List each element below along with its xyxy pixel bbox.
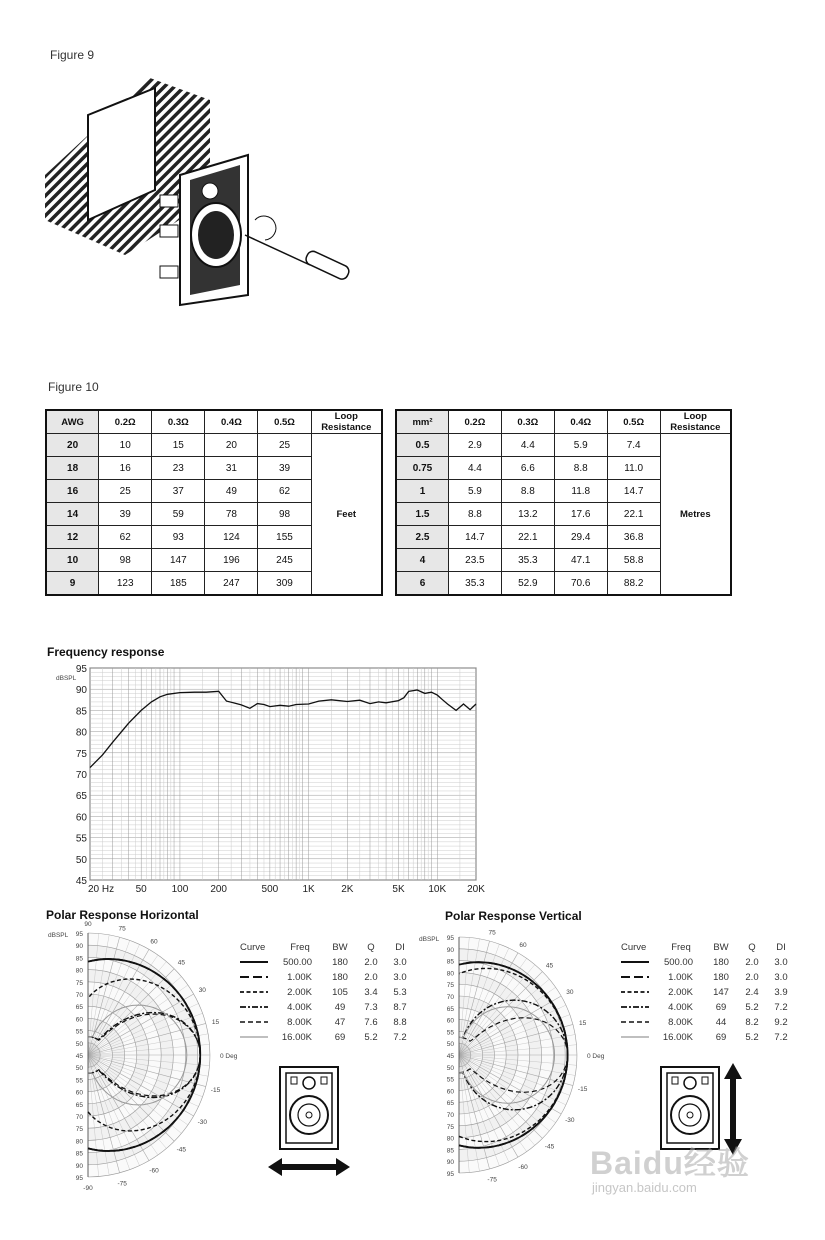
angle-label: -15 [210, 1087, 221, 1095]
awg-cell: 196 [205, 549, 258, 572]
angle-label: 90 [84, 921, 92, 928]
clamp-middle [160, 225, 178, 237]
radial-label: 90 [75, 943, 83, 951]
awg-cell: 18 [46, 457, 99, 480]
mm2-unit-cell: Metres [660, 434, 731, 596]
legend-value: 69 [715, 1032, 727, 1043]
legend-value: 7.6 [364, 1017, 378, 1028]
radial-label: 95 [75, 931, 83, 938]
radial-label: 70 [446, 1112, 454, 1119]
polar-unit-label: dBSPL [419, 936, 440, 943]
polar-unit-label: dBSPL [48, 932, 69, 939]
woofer-cap-icon [306, 1112, 312, 1118]
legend-value: 1.00K [287, 972, 312, 983]
legend-value: 9.2 [774, 1017, 788, 1028]
angle-label: 75 [118, 925, 126, 933]
awg-cell: 147 [152, 549, 205, 572]
radial-label: 95 [446, 1171, 454, 1178]
mm2-cell: 5.9 [554, 434, 607, 457]
radial-label: 50 [446, 1064, 454, 1072]
mm2-cell: 8.8 [501, 480, 554, 503]
angle-label: 30 [198, 987, 206, 994]
angle-label: -30 [197, 1119, 208, 1126]
awg-cell: 39 [99, 503, 152, 526]
angle-label: 60 [519, 942, 527, 950]
legend-value: 16.00K [662, 1032, 693, 1043]
angle-label: -90 [83, 1185, 93, 1192]
mm2-cell: 14.7 [607, 480, 660, 503]
mm2-header-03: 0.3Ω [501, 410, 554, 434]
angle-label: 75 [488, 929, 496, 937]
radial-label: 80 [75, 967, 83, 975]
legend-value: 7.2 [393, 1032, 407, 1043]
clamp-top [160, 195, 178, 207]
awg-cell: 16 [99, 457, 152, 480]
mm2-cell: 7.4 [607, 434, 660, 457]
mm2-cell: 52.9 [501, 572, 554, 596]
legend-header: BW [332, 942, 348, 953]
mm2-cell: 2.5 [396, 526, 448, 549]
legend-value: 8.8 [393, 1017, 407, 1028]
angle-label: 45 [545, 962, 554, 970]
awg-cell: 93 [152, 526, 205, 549]
legend-value: 5.2 [364, 1032, 378, 1043]
radial-label: 65 [75, 1004, 83, 1012]
mm2-cell: 11.8 [554, 480, 607, 503]
legend-header: Q [367, 942, 375, 953]
legend-value: 69 [334, 1032, 346, 1043]
radial-label: 55 [75, 1028, 83, 1036]
legend-value: 7.2 [774, 1032, 788, 1043]
radial-label: 75 [75, 979, 83, 987]
legend-value: 180 [713, 957, 729, 968]
awg-cell: 123 [99, 572, 152, 596]
awg-header-awg: AWG [46, 410, 99, 434]
y-tick-label: 75 [75, 748, 87, 760]
angle-label: -75 [117, 1180, 127, 1188]
angle-label: -75 [487, 1176, 497, 1184]
radial-label: 50 [75, 1065, 83, 1073]
radial-label: 85 [75, 1150, 83, 1158]
radial-label: 60 [446, 1088, 454, 1096]
legend-header: Freq [290, 942, 310, 953]
radial-label: 65 [446, 1100, 454, 1108]
legend-value: 69 [715, 1002, 727, 1013]
mm2-wire-table [395, 409, 732, 596]
angle-label: 30 [566, 989, 574, 996]
mm2-cell: 2.9 [448, 434, 501, 457]
radial-label: 90 [75, 1162, 83, 1170]
y-tick-label: 65 [75, 791, 87, 803]
awg-cell: 16 [46, 480, 99, 503]
awg-header-04: 0.4Ω [205, 410, 258, 434]
legend-value: 7.3 [364, 1002, 378, 1013]
radial-label: 85 [446, 958, 454, 966]
legend-value: 16.00K [281, 1032, 312, 1043]
awg-header-02: 0.2Ω [99, 410, 152, 434]
radial-label: 85 [75, 955, 83, 963]
awg-header-loop: Loop Resistance [311, 410, 382, 434]
awg-wire-table [45, 409, 383, 596]
awg-cell: 31 [205, 457, 258, 480]
radial-label: 80 [446, 970, 454, 978]
radial-label: 85 [446, 1147, 454, 1155]
mm2-cell: 70.6 [554, 572, 607, 596]
radial-label: 55 [446, 1076, 454, 1084]
angle-label: 0 Deg [220, 1053, 238, 1060]
awg-cell: 59 [152, 503, 205, 526]
mm2-cell: 58.8 [607, 549, 660, 572]
mm2-cell: 35.3 [501, 549, 554, 572]
legend-value: 5.3 [393, 987, 407, 998]
speaker-control-icon [702, 1077, 708, 1084]
mm2-cell: 8.8 [448, 503, 501, 526]
watermark-brand: Baidu经验 [590, 1145, 750, 1181]
mm2-cell: 6.6 [501, 457, 554, 480]
radial-label: 75 [75, 1126, 83, 1134]
legend-value: 2.4 [745, 987, 759, 998]
horizontal-arrow-icon [268, 1158, 350, 1176]
mm2-cell: 22.1 [501, 526, 554, 549]
x-tick-label: 100 [171, 884, 189, 895]
mm2-cell: 22.1 [607, 503, 660, 526]
mm2-header-05: 0.5Ω [607, 410, 660, 434]
speaker-control-icon [321, 1077, 327, 1084]
awg-cell: 12 [46, 526, 99, 549]
radial-label: 60 [75, 1089, 83, 1097]
figure-9-label: Figure 9 [50, 48, 95, 62]
mm2-cell: 8.8 [554, 457, 607, 480]
legend-value: 2.00K [668, 987, 693, 998]
mm2-header-04: 0.4Ω [554, 410, 607, 434]
legend-value: 500.00 [663, 957, 693, 968]
awg-cell: 49 [205, 480, 258, 503]
y-tick-label: 95 [75, 664, 87, 675]
radial-label: 90 [446, 1159, 454, 1167]
legend-value: 3.0 [393, 972, 407, 983]
tweeter-icon [684, 1077, 696, 1089]
legend-header: Curve [621, 942, 647, 953]
legend-value: 8.7 [393, 1002, 407, 1013]
x-tick-label: 20 Hz [88, 884, 115, 895]
radial-label: 75 [446, 1123, 454, 1131]
y-tick-label: 60 [75, 812, 87, 824]
legend-value: 5.2 [745, 1002, 759, 1013]
legend-header: Freq [671, 942, 691, 953]
legend-value: 3.0 [774, 972, 788, 983]
speaker-installation-illustration [40, 70, 360, 320]
awg-cell: 155 [258, 526, 311, 549]
radial-label: 95 [446, 935, 454, 942]
awg-cell: 25 [99, 480, 152, 503]
x-tick-label: 20K [467, 884, 485, 895]
legend-value: 2.00K [287, 987, 312, 998]
legend-value: 3.4 [364, 987, 378, 998]
x-tick-label: 50 [135, 884, 147, 895]
legend-value: 4.00K [668, 1002, 693, 1013]
legend-value: 2.0 [745, 972, 759, 983]
legend-value: 8.2 [745, 1017, 759, 1028]
radial-label: 55 [446, 1029, 454, 1037]
speaker-control-icon [291, 1077, 297, 1084]
radial-label: 75 [446, 982, 454, 990]
radial-label: 95 [75, 1175, 83, 1182]
awg-cell: 15 [152, 434, 205, 457]
mm2-cell: 4 [396, 549, 448, 572]
mm2-header-02: 0.2Ω [448, 410, 501, 434]
legend-value: 105 [332, 987, 348, 998]
radial-label: 80 [446, 1135, 454, 1143]
figure-10-label: Figure 10 [48, 380, 99, 394]
polar-vertical-title: Polar Response Vertical [445, 909, 582, 923]
mm2-cell: 1 [396, 480, 448, 503]
x-tick-label: 5K [392, 884, 405, 895]
legend-value: 147 [713, 987, 729, 998]
angle-label: 15 [211, 1018, 220, 1026]
awg-header-03: 0.3Ω [152, 410, 205, 434]
angle-label: -45 [176, 1146, 187, 1154]
mm2-cell: 14.7 [448, 526, 501, 549]
radial-label: 65 [446, 1005, 454, 1013]
awg-row [46, 434, 382, 457]
legend-value: 8.00K [668, 1017, 693, 1028]
mm2-header-loop: Loop Resistance [660, 410, 731, 434]
x-tick-label: 10K [428, 884, 447, 895]
mm2-cell: 29.4 [554, 526, 607, 549]
legend-value: 2.0 [364, 957, 378, 968]
legend-value: 49 [334, 1002, 346, 1013]
x-tick-label: 200 [210, 884, 228, 895]
legend-header: DI [395, 942, 405, 953]
rotate-arrow-icon [255, 216, 276, 240]
radial-label: 70 [75, 1114, 83, 1121]
mm2-cell: 88.2 [607, 572, 660, 596]
legend-value: 7.2 [774, 1002, 788, 1013]
mm2-header-row [396, 410, 731, 434]
radial-label: 45 [446, 1053, 454, 1060]
mm2-cell: 11.0 [607, 457, 660, 480]
freq-unit-label: dBSPL [56, 675, 77, 682]
legend-value: 180 [713, 972, 729, 983]
awg-cell: 62 [258, 480, 311, 503]
woofer-cap-icon [687, 1112, 693, 1118]
radial-label: 50 [446, 1041, 454, 1049]
radial-label: 60 [75, 1016, 83, 1024]
legend-value: 8.00K [287, 1017, 312, 1028]
legend-header: Q [748, 942, 756, 953]
mm2-cell: 35.3 [448, 572, 501, 596]
legend-value: 47 [334, 1017, 346, 1028]
awg-cell: 14 [46, 503, 99, 526]
radial-label: 90 [446, 946, 454, 954]
awg-cell: 309 [258, 572, 311, 596]
angle-label: 60 [150, 938, 158, 946]
frequency-response-chart [40, 660, 500, 900]
polar-horizontal-chart [40, 921, 420, 1195]
legend-value: 4.00K [287, 1002, 312, 1013]
awg-cell: 98 [258, 503, 311, 526]
angle-label: -60 [518, 1163, 528, 1171]
awg-cell: 62 [99, 526, 152, 549]
mm2-cell: 13.2 [501, 503, 554, 526]
legend-value: 1.00K [668, 972, 693, 983]
legend-value: 44 [715, 1017, 727, 1028]
y-tick-label: 70 [75, 770, 87, 781]
x-tick-label: 1K [302, 884, 315, 895]
awg-cell: 124 [205, 526, 258, 549]
clamp-bottom [160, 266, 178, 278]
mm2-cell: 1.5 [396, 503, 448, 526]
awg-cell: 39 [258, 457, 311, 480]
y-tick-label: 85 [75, 706, 87, 718]
awg-cell: 23 [152, 457, 205, 480]
y-tick-label: 50 [75, 854, 87, 866]
y-tick-label: 90 [75, 685, 87, 697]
speaker-control-icon [672, 1077, 678, 1084]
radial-label: 55 [75, 1077, 83, 1085]
x-tick-label: 500 [261, 884, 279, 895]
mm2-cell: 4.4 [448, 457, 501, 480]
mm2-cell: 47.1 [554, 549, 607, 572]
awg-cell: 25 [258, 434, 311, 457]
awg-cell: 98 [99, 549, 152, 572]
radial-label: 65 [75, 1101, 83, 1109]
mm2-header-mm2: mm² [396, 410, 448, 434]
mm2-cell: 0.75 [396, 457, 448, 480]
angle-label: 45 [177, 959, 185, 967]
awg-cell: 245 [258, 549, 311, 572]
legend-value: 5.2 [745, 1032, 759, 1043]
awg-header-05: 0.5Ω [258, 410, 311, 434]
angle-label: 0 Deg [587, 1053, 605, 1060]
awg-cell: 78 [205, 503, 258, 526]
legend-value: 3.0 [774, 957, 788, 968]
angle-label: -15 [577, 1086, 588, 1094]
radial-label: 80 [75, 1138, 83, 1146]
watermark-url: jingyan.baidu.com [592, 1180, 697, 1195]
awg-cell: 10 [46, 549, 99, 572]
awg-cell: 247 [205, 572, 258, 596]
y-tick-label: 80 [75, 727, 87, 739]
mm2-cell: 5.9 [448, 480, 501, 503]
legend-value: 3.0 [393, 957, 407, 968]
radial-label: 45 [75, 1053, 83, 1060]
awg-cell: 20 [46, 434, 99, 457]
y-tick-label: 55 [75, 833, 87, 845]
polar-horizontal-title: Polar Response Horizontal [46, 908, 199, 922]
legend-value: 2.0 [364, 972, 378, 983]
awg-cell: 37 [152, 480, 205, 503]
legend-header: Curve [240, 942, 266, 953]
woofer-cone [198, 211, 234, 259]
legend-header: BW [713, 942, 729, 953]
y-tick-label: 45 [75, 876, 87, 887]
radial-label: 50 [75, 1040, 83, 1048]
mm2-cell: 4.4 [501, 434, 554, 457]
angle-label: -45 [544, 1143, 555, 1151]
legend-value: 180 [332, 957, 348, 968]
screwdriver-shaft [245, 235, 310, 265]
legend-value: 3.9 [774, 987, 788, 998]
awg-header-row [46, 410, 382, 434]
mm2-cell: 0.5 [396, 434, 448, 457]
tweeter [202, 183, 218, 199]
tweeter-icon [303, 1077, 315, 1089]
awg-cell: 10 [99, 434, 152, 457]
radial-label: 70 [446, 994, 454, 1001]
awg-cell: 185 [152, 572, 205, 596]
awg-cell: 9 [46, 572, 99, 596]
legend-value: 500.00 [282, 957, 312, 968]
angle-label: -60 [149, 1167, 159, 1175]
angle-label: 15 [579, 1019, 587, 1027]
angle-label: -30 [565, 1117, 575, 1124]
awg-cell: 20 [205, 434, 258, 457]
radial-label: 60 [446, 1017, 454, 1025]
legend-value: 2.0 [745, 957, 759, 968]
screwdriver-handle [304, 249, 351, 281]
awg-unit-cell: Feet [311, 434, 382, 596]
mm2-cell: 6 [396, 572, 448, 596]
radial-label: 70 [75, 992, 83, 999]
x-tick-label: 2K [341, 884, 354, 895]
frequency-response-title: Frequency response [47, 645, 165, 659]
mm2-cell: 23.5 [448, 549, 501, 572]
mm2-cell: 17.6 [554, 503, 607, 526]
mm2-cell: 36.8 [607, 526, 660, 549]
legend-header: DI [776, 942, 786, 953]
mm2-row [396, 434, 731, 457]
legend-value: 180 [332, 972, 348, 983]
